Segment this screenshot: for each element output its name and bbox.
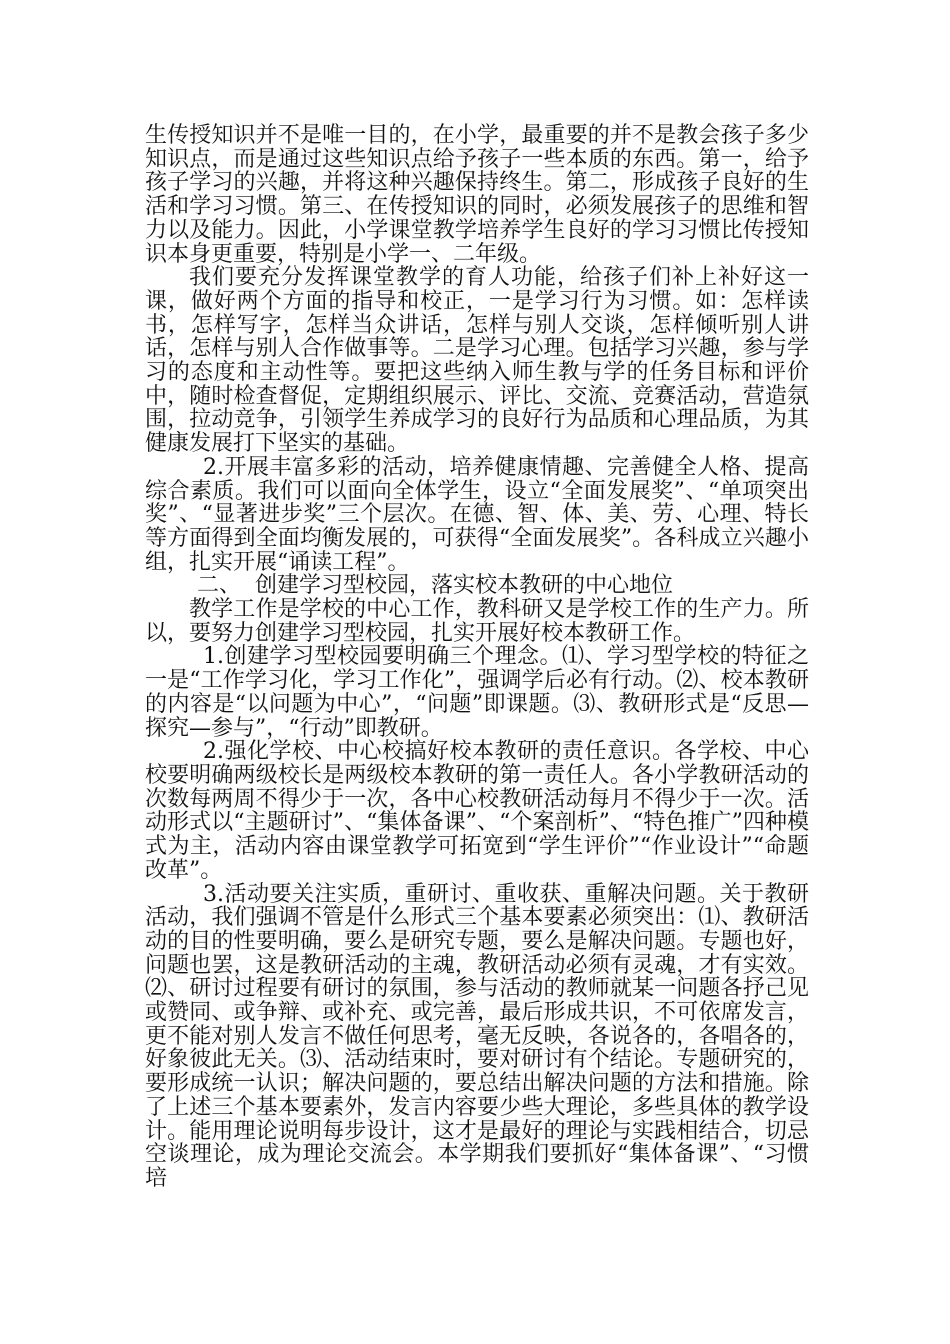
paragraph-2: 我们要充分发挥课堂教学的育人功能，给孩子们补上补好这一课，做好两个方面的指导和校正，一是学习行为习惯。如：怎样读书，怎样写字，怎样当众讲话，怎样与别人交谈，怎样倾听别人讲话，怎样与别人合作做事等。二是学习心理。包括学习兴趣，参与学习的态度和主动性等。要把这些纳入师生教与学的任务目标和评价中，随时检查督促，定期组织展示、评比、交流、竞赛活动，营造氛围，拉动竞争，引领学生养成学习的良好行为品质和心理品质，为其健康发展打下坚实的基础。	[145, 265, 809, 457]
paragraph-7: 3.活动要关注实质，重研讨、重收获、重解决问题。关于教研活动，我们强调不管是什么形式三个基本要素必须突出：⑴、教研活动的目的性要明确，要么是研究专题，要么是解决问题。专题也好，问题也罢，这是教研活动的主魂，教研活动必须有灵魂，才有实效。⑵、研讨过程要有研讨的氛围，参与活动的教师就某一问题各抒己见或赞同、或争辩、或补充、或完善，最后形成共识，不可依席发言，更不能对别人发言不做任何思考，毫无反映，各说各的，各唱各的，好象彼此无关。⑶、活动结束时，要对研讨有个结论。专题研究的，要形成统一认识；解决问题的，要总结出解决问题的方法和措施。除了上述三个基本要素外，发言内容要少些大理论，多些具体的教学设计。能用理论说明每步设计，这才是最好的理论与实践相结合，切忌空谈理论，成为理论交流会。本学期我们要抓好“集体备课”、“习惯培	[145, 881, 809, 1191]
document-body	[145, 124, 809, 1191]
section-heading-2: 二、 创建学习型校园，落实校本教研的中心地位	[197, 573, 673, 599]
paragraph-4: 教学工作是学校的中心工作，教科研又是学校工作的生产力。所以，要努力创建学习型校园，扎实开展好校本教研工作。	[145, 597, 809, 646]
paragraph-3: 2.开展丰富多彩的活动，培养健康情趣、完善健全人格、提高综合素质。我们可以面向全体学生，设立“全面发展奖”、“单项突出奖”、“显著进步奖”三个层次。在德、智、体、美、劳、心理、特长等方面得到全面均衡发展的，可获得“全面发展奖”。各科成立兴趣小组，扎实开展“诵读工程”。	[145, 454, 809, 575]
paragraph-6: 2.强化学校、中心校搞好校本教研的责任意识。各学校、中心校要明确两级校长是两级校本教研的第一责任人。各小学教研活动的次数每两周不得少于一次，各中心校教研活动每月不得少于一次。活动形式以“主题研讨”、“集体备课”、“个案剖析”、“特色推广”四种模式为主，活动内容由课堂教学可拓宽到“学生评价”“作业设计”“命题改革”。	[145, 739, 809, 883]
paragraph-1: 生传授知识并不是唯一目的，在小学，最重要的并不是教会孩子多少知识点，而是通过这些知识点给予孩子一些本质的东西。第一，给予孩子学习的兴趣，并将这种兴趣保持终生。第二，形成孩子良好的生活和学习习惯。第三、在传授知识的同时，必须发展孩子的思维和智力以及能力。因此，小学课堂教学培养学生良好的学习习惯比传授知识本身更重要，特别是小学一、二年级。	[145, 123, 809, 267]
paragraph-5: 1.创建学习型校园要明确三个理念。⑴、学习型学校的特征之一是“工作学习化，学习工作化”，强调学后必有行动。⑵、校本教研的内容是“以问题为中心”，“问题”即课题。⑶、教研形式是“反思—探究—参与”，“行动”即教研。	[145, 644, 809, 741]
